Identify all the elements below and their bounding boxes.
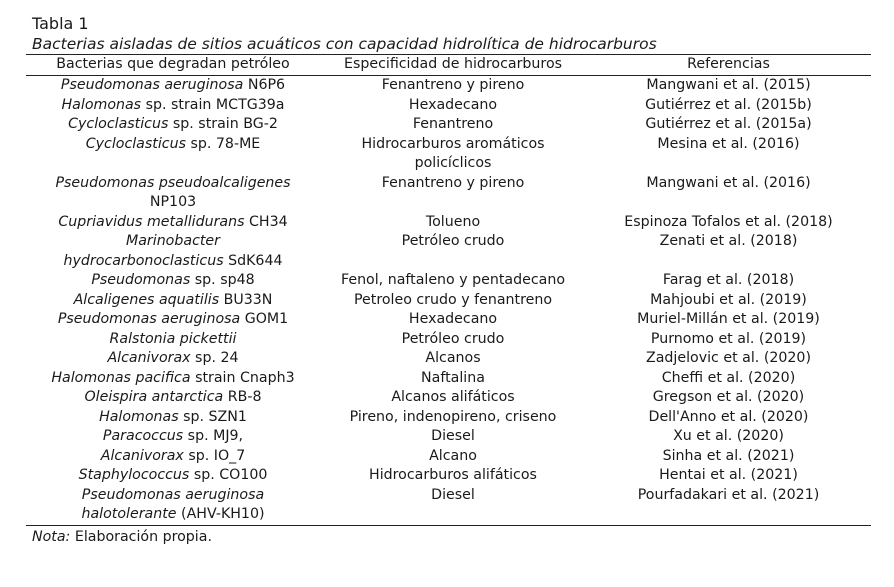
cell-specificity: Petróleo crudo <box>401 330 505 347</box>
strain-text-continued: NP103 <box>149 194 197 210</box>
note-text: Elaboración propia. <box>70 528 212 545</box>
cell-reference: Muriel-Millán et al. (2019) <box>637 311 820 327</box>
strain-text: sp. 78-ME <box>185 135 261 152</box>
table-row <box>26 271 871 291</box>
table-body <box>26 76 871 526</box>
strain-text: CH34 <box>244 213 288 230</box>
cell-reference: Mangwani et al. (2016) <box>646 174 811 191</box>
cell-specificity: Diesel <box>431 428 475 444</box>
species-name: Halomonas <box>61 96 142 113</box>
cell-reference: Gutiérrez et al. (2015a) <box>645 116 812 132</box>
cell-bacteria <box>26 310 320 330</box>
cell-specificity: Tolueno <box>425 213 481 230</box>
species-name: Cycloclasticus <box>85 135 186 152</box>
strain-text-continued: SdK644 <box>223 252 283 269</box>
table-row <box>26 330 871 350</box>
cell-bacteria <box>26 369 320 389</box>
table-caption: Bacterias aisladas de sitios acuáticos con capacidad hidrolítica de hidrocarburos <box>32 35 657 53</box>
strain-text: sp. sp48 <box>190 272 255 288</box>
strain-text: sp. SZN1 <box>178 408 247 425</box>
species-name: Alcaligenes aquatilis <box>73 291 220 308</box>
strain-text-continued: (AHV-KH10) <box>176 506 265 522</box>
cell-specificity: Fenantreno y pireno <box>381 77 525 93</box>
strain-text: sp. strain MCTG39a <box>141 96 285 113</box>
cell-specificity: Alcano <box>429 447 477 464</box>
cell-specificity: Alcanos <box>425 350 481 366</box>
cell-specificity: Hidrocarburos alifáticos <box>369 467 537 483</box>
species-name: Paracoccus <box>102 428 184 444</box>
table-row <box>26 486 871 526</box>
note-label: Nota: <box>32 528 71 545</box>
table-label: Tabla 1 <box>32 14 89 33</box>
bacteria-table <box>26 54 871 526</box>
cell-reference: Espinoza Tofalos et al. (2018) <box>624 213 833 230</box>
cell-reference: Mesina et al. (2016) <box>657 135 800 152</box>
header-bacteria: Bacterias que degradan petróleo <box>56 56 290 72</box>
cell-reference: Farag et al. (2018) <box>662 272 795 288</box>
strain-text: N6P6 <box>243 77 286 93</box>
strain-text: RB-8 <box>223 389 262 405</box>
cell-bacteria <box>26 427 320 447</box>
cell-bacteria <box>26 271 320 291</box>
cell-bacteria <box>26 213 320 233</box>
cell-specificity: Alcanos alifáticos <box>391 389 515 405</box>
cell-reference: Purnomo et al. (2019) <box>650 330 807 347</box>
table-row <box>26 388 871 408</box>
cell-reference: Sinha et al. (2021) <box>662 447 795 464</box>
cell-specificity: Fenol, naftaleno y pentadecano <box>340 272 566 288</box>
cell-bacteria <box>26 349 320 369</box>
species-name: Halomonas <box>99 408 179 425</box>
table-note <box>32 527 871 547</box>
table-row <box>26 232 871 271</box>
table-row <box>26 369 871 389</box>
strain-text: sp. CO100 <box>189 467 268 483</box>
cell-bacteria <box>26 330 320 350</box>
cell-bacteria <box>26 135 320 174</box>
species-name: Oleispira antarctica <box>84 389 224 405</box>
species-name: Halomonas pacifica <box>51 369 191 386</box>
strain-text: sp. 24 <box>190 350 239 366</box>
table-row <box>26 115 871 135</box>
cell-reference: Mangwani et al. (2015) <box>646 77 811 93</box>
species-name: Pseudomonas <box>91 272 191 288</box>
strain-text: sp. MJ9, <box>183 428 244 444</box>
table-row <box>26 96 871 116</box>
table-header <box>26 55 871 76</box>
cell-bacteria <box>26 291 320 311</box>
table-figure <box>26 14 871 547</box>
cell-specificity: Petroleo crudo y fenantreno <box>353 291 552 308</box>
species-name-continued: hydrocarbonoclasticus <box>63 252 224 269</box>
cell-bacteria <box>26 408 320 428</box>
table-row <box>26 174 871 213</box>
cell-reference: Zenati et al. (2018) <box>659 233 798 249</box>
cell-specificity: Petróleo crudo <box>401 233 505 249</box>
species-name: Marinobacter <box>125 233 220 249</box>
cell-specificity: Fenantreno <box>412 116 494 132</box>
cell-bacteria <box>26 447 320 467</box>
cell-specificity: Pireno, indenopireno, criseno <box>349 408 557 425</box>
species-name: Alcanivorax <box>100 447 184 464</box>
table-row <box>26 291 871 311</box>
species-name-continued: halotolerante <box>81 506 177 522</box>
header-row <box>26 55 871 76</box>
table-row <box>26 310 871 330</box>
header-references: Referencias <box>687 56 770 72</box>
species-name: Pseudomonas aeruginosa <box>57 311 241 327</box>
species-name: Cycloclasticus <box>68 116 169 132</box>
strain-text: sp. strain BG-2 <box>168 116 278 132</box>
table-row <box>26 427 871 447</box>
table-row <box>26 408 871 428</box>
cell-reference: Xu et al. (2020) <box>673 428 784 444</box>
cell-reference: Gregson et al. (2020) <box>652 389 805 405</box>
strain-text: sp. IO_7 <box>183 447 246 464</box>
table-row <box>26 466 871 486</box>
cell-bacteria <box>26 76 320 96</box>
species-name: Alcanivorax <box>107 350 191 366</box>
cell-bacteria <box>26 486 320 526</box>
cell-reference: Pourfadakari et al. (2021) <box>637 486 820 503</box>
cell-bacteria <box>26 232 320 271</box>
species-name: Pseudomonas aeruginosa <box>60 77 244 93</box>
species-name: Pseudomonas aeruginosa <box>81 486 265 503</box>
species-name: Cupriavidus metallidurans <box>58 213 245 230</box>
species-name: Ralstonia pickettii <box>109 330 237 347</box>
strain-text: GOM1 <box>240 311 289 327</box>
cell-bacteria <box>26 466 320 486</box>
species-name: Staphylococcus <box>78 467 190 483</box>
cell-specificity: Hexadecano <box>408 311 498 327</box>
species-name: Pseudomonas pseudoalcaligenes <box>55 174 291 191</box>
cell-reference: Mahjoubi et al. (2019) <box>650 291 807 308</box>
strain-text: strain Cnaph3 <box>190 369 295 386</box>
cell-bacteria <box>26 96 320 116</box>
cell-specificity: Hexadecano <box>408 96 498 113</box>
cell-bacteria <box>26 388 320 408</box>
cell-specificity: Fenantreno y pireno <box>381 174 525 191</box>
cell-specificity: Naftalina <box>421 369 485 386</box>
cell-reference: Zadjelovic et al. (2020) <box>646 350 811 366</box>
cell-bacteria <box>26 174 320 213</box>
cell-reference: Cheffi et al. (2020) <box>661 369 796 386</box>
cell-reference: Gutiérrez et al. (2015b) <box>645 96 812 113</box>
strain-text: BU33N <box>219 291 273 308</box>
table-row <box>26 213 871 233</box>
cell-bacteria <box>26 115 320 135</box>
cell-reference: Hentai et al. (2021) <box>659 467 798 483</box>
table-row <box>26 447 871 467</box>
header-specificity: Especificidad de hidrocarburos <box>343 56 563 72</box>
cell-specificity: Diesel <box>431 486 475 503</box>
cell-reference: Dell'Anno et al. (2020) <box>648 408 809 425</box>
cell-specificity: Hidrocarburos aromáticos policíclicos <box>361 135 545 171</box>
table-row <box>26 135 871 174</box>
table-row <box>26 349 871 369</box>
table-row <box>26 76 871 96</box>
